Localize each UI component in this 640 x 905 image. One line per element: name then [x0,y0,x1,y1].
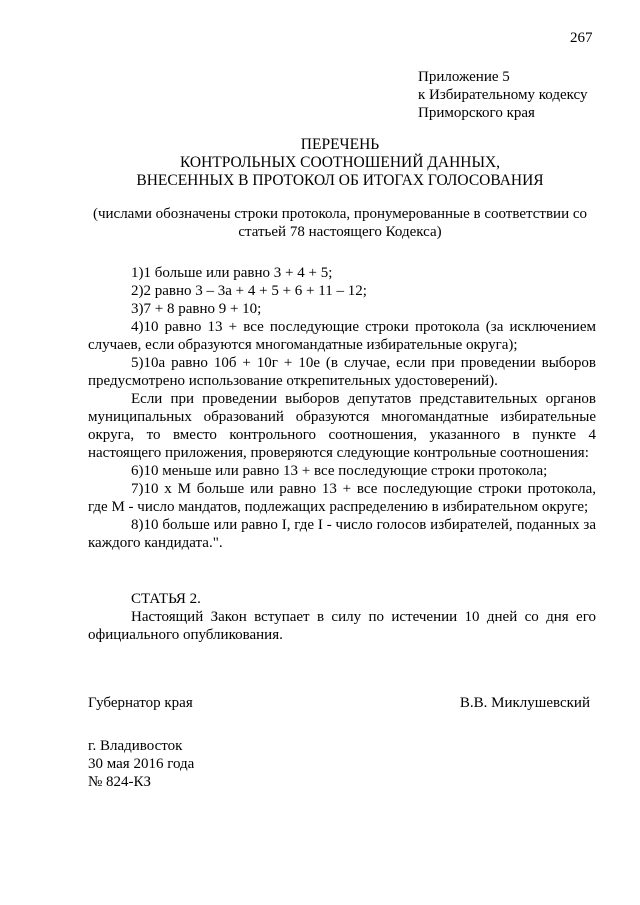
article-heading: СТАТЬЯ 2. [131,591,201,607]
footer-date: 30 мая 2016 года [88,756,195,772]
signatory-name: В.В. Миклушевский [459,695,590,711]
page-number: 267 [570,30,593,46]
signature-row [88,695,596,712]
document-title [60,136,620,190]
signatory-position: Губернатор края [88,695,193,711]
title-line: КОНТРОЛЬНЫХ СООТНОШЕНИЙ ДАННЫХ, [179,154,501,171]
footer-number: № 824-КЗ [88,774,152,790]
document-footer [88,737,194,791]
ratios-list [88,264,596,552]
article-section [88,590,596,644]
list-item: 4)10 равно 13 + все последующие строки протокола (за исключением случаев, если образуются многомандатные избирательные округа); [88,319,596,353]
title-line: ПЕРЕЧЕНЬ [300,136,380,153]
appendix-line: Приморского края [418,105,535,121]
list-item: 6)10 меньше или равно 13 + все последующие строки протокола; [131,463,548,479]
article-text: Настоящий Закон вступает в силу по истечении 10 дней со дня его официального опубликования. [88,609,596,643]
list-item: 5)10а равно 10б + 10г + 10е (в случае, если при проведении выборов предусмотрено использование открепительных удостоверений). [88,355,596,389]
appendix-block [418,68,588,122]
title-line: ВНЕСЕННЫХ В ПРОТОКОЛ ОБ ИТОГАХ ГОЛОСОВАНИЯ [136,172,544,189]
list-item: 2)2 равно 3 – 3а + 4 + 5 + 6 + 11 – 12; [131,283,367,299]
appendix-line: к Избирательному кодексу [418,87,588,103]
paragraph: Если при проведении выборов депутатов представительных органов муниципальных образований образуются многомандатные избирательные округа, то вместо контрольного соотношения, указанного в пункте 4 настоящего приложения, проверяются следующие контрольные соотношения: [88,391,596,461]
list-item: 8)10 больше или равно I, где I - число голосов избирателей, поданных за каждого кандидата.". [88,517,596,551]
list-item: 3)7 + 8 равно 9 + 10; [131,301,262,317]
footer-city: г. Владивосток [88,738,183,754]
list-item: 7)10 х М больше или равно 13 + все последующие строки протокола, где М - число мандатов, подлежащих распределению в избирательном округе; [88,481,596,515]
document-subtitle: (числами обозначены строки протокола, пронумерованные в соответствии со статьей 78 настоящего Кодекса) [92,206,588,240]
appendix-line: Приложение 5 [418,69,510,85]
list-item: 1)1 больше или равно 3 + 4 + 5; [131,265,333,281]
